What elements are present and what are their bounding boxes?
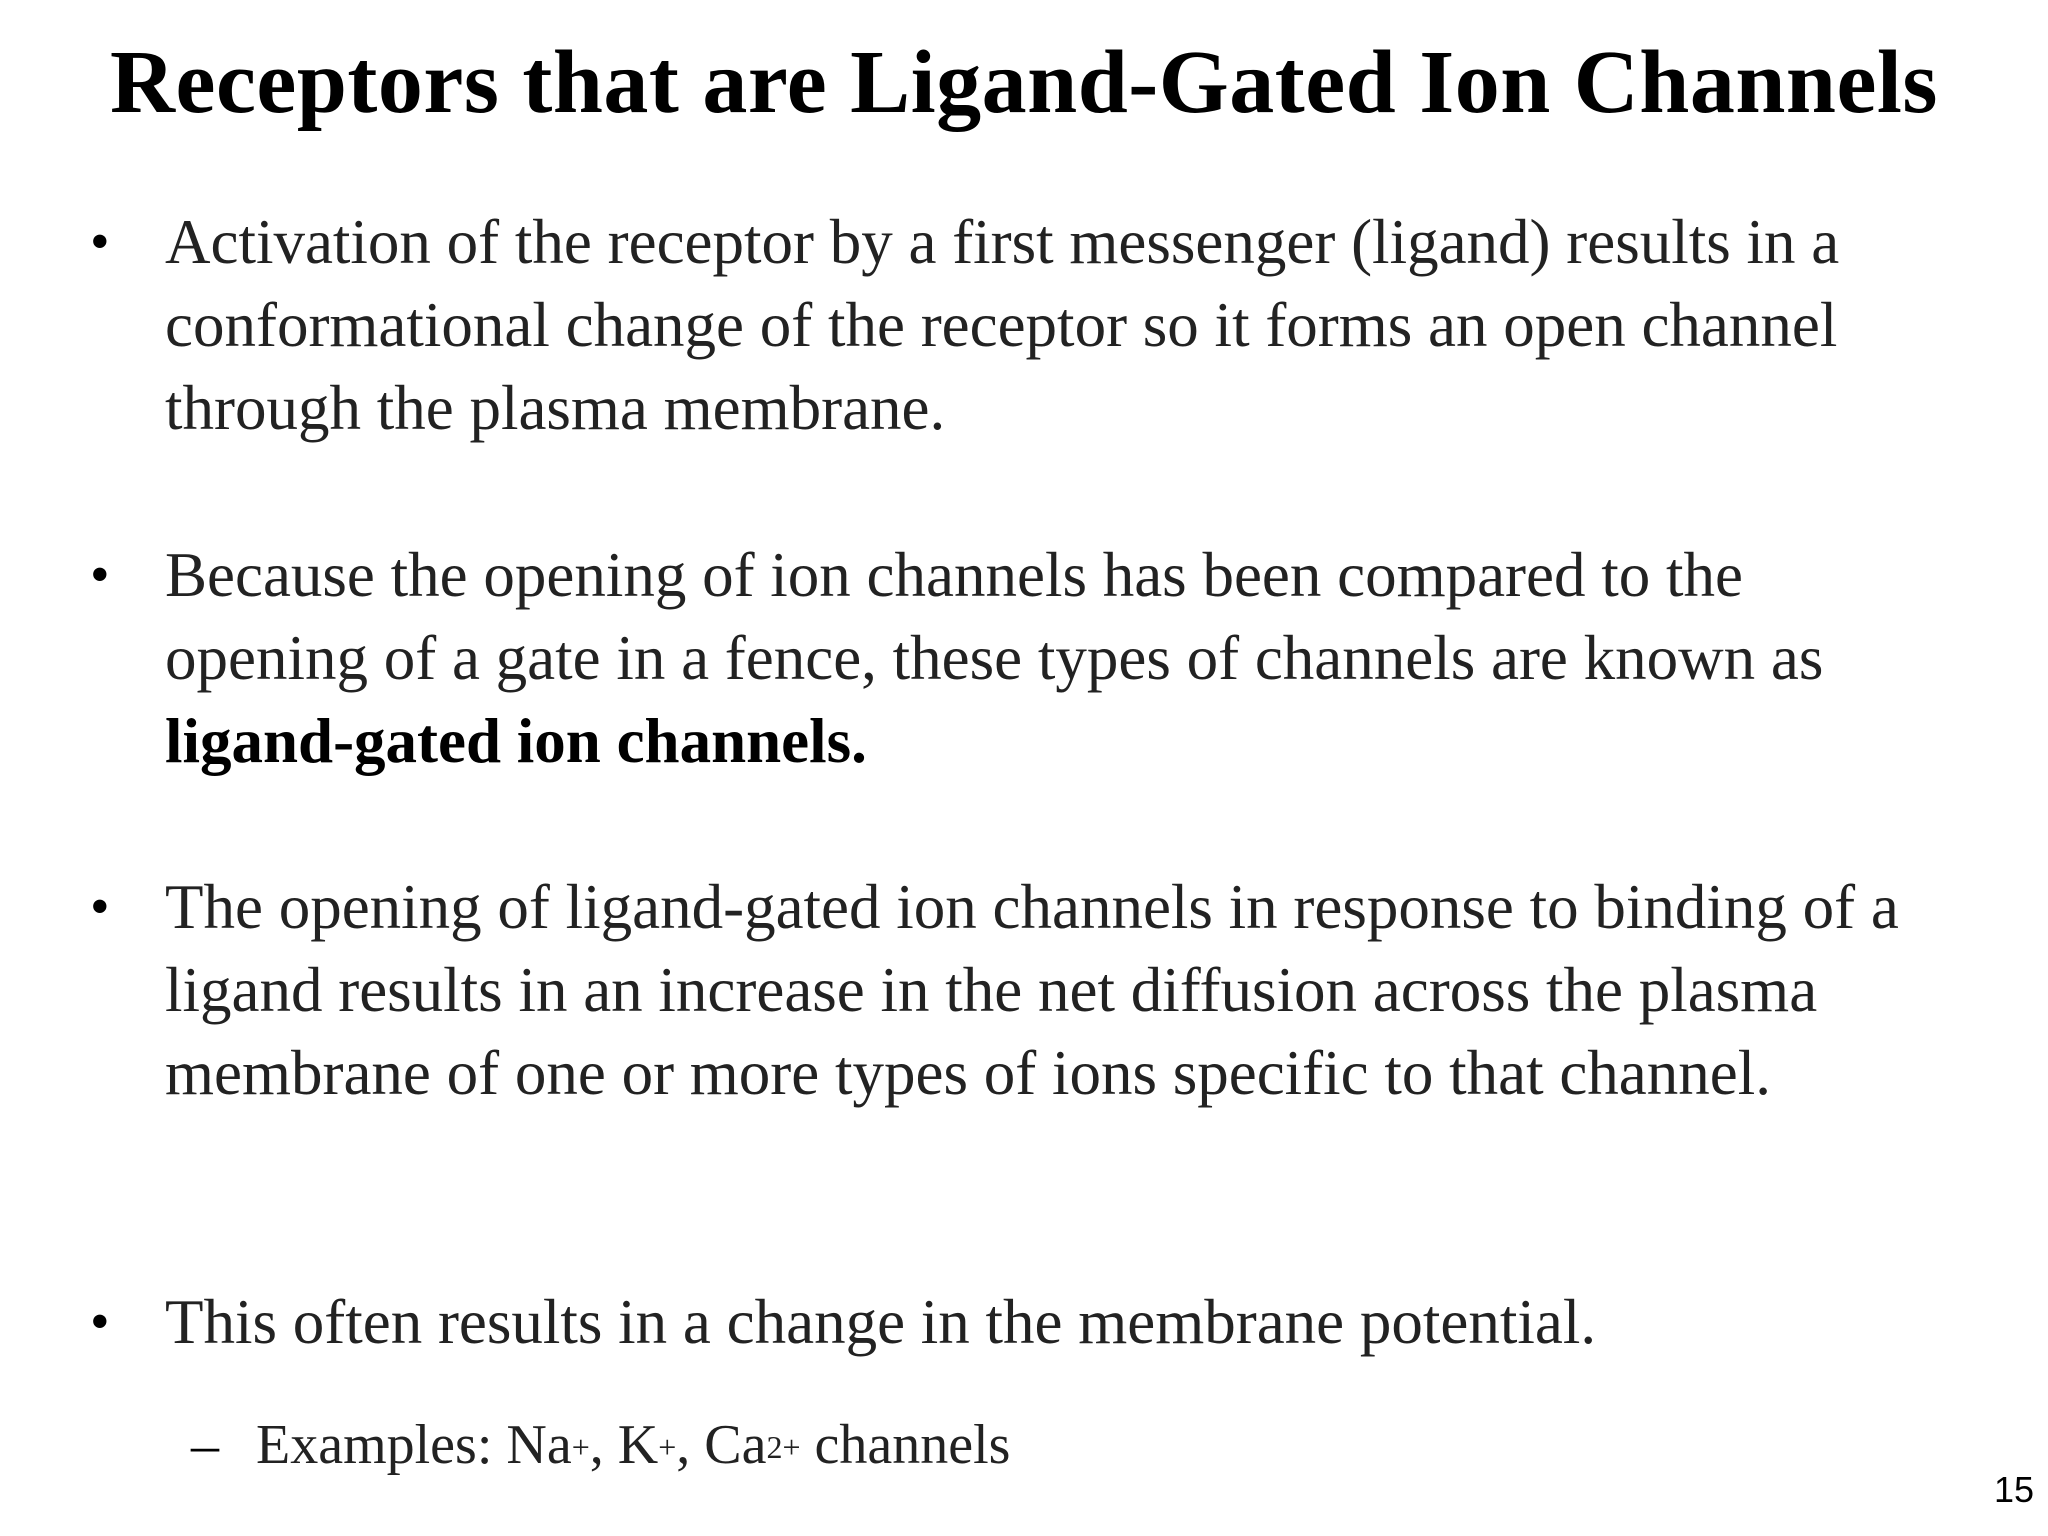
bullet-icon: • — [90, 1291, 110, 1353]
slide-title: Receptors that are Ligand-Gated Ion Channels — [110, 33, 1938, 132]
bold-term: ligand-gated ion channels. — [165, 706, 867, 776]
examples-prefix: Examples: Na — [256, 1414, 572, 1476]
examples-separator-ca: , Ca — [676, 1414, 767, 1476]
superscript-na-charge: + — [571, 1429, 590, 1465]
superscript-ca-charge: 2+ — [766, 1429, 801, 1465]
page-number: 15 — [1993, 1469, 2034, 1510]
dash-icon: – — [191, 1414, 219, 1476]
bullet-icon: • — [90, 876, 110, 938]
bullet-text: Because the opening of ion channels has been compared to the opening of a gate in a fence, these types of channels are known as — [165, 540, 1824, 693]
superscript-k-charge: + — [658, 1429, 677, 1465]
bullet-icon: • — [90, 211, 110, 273]
sub-bullet-examples — [191, 1405, 1011, 1485]
bullet-item — [90, 534, 1925, 783]
bullet-text: This often results in a change in the membrane potential. — [165, 1287, 1597, 1357]
bullet-item — [90, 1281, 1925, 1364]
examples-suffix: channels — [800, 1414, 1011, 1476]
bullet-text: Activation of the receptor by a first messenger (ligand) results in a conformational change of the receptor so it forms an open channel through the plasma membrane. — [165, 207, 1840, 443]
examples-separator-k: , K — [589, 1414, 659, 1476]
bullet-icon: • — [90, 544, 110, 606]
bullet-text: The opening of ligand-gated ion channels in response to binding of a ligand results in an increase in the net diffusion across the plasma membrane of one or more types of ions specific to that channel. — [165, 872, 1899, 1108]
bullet-item — [90, 866, 1925, 1115]
bullet-item — [90, 201, 1925, 450]
